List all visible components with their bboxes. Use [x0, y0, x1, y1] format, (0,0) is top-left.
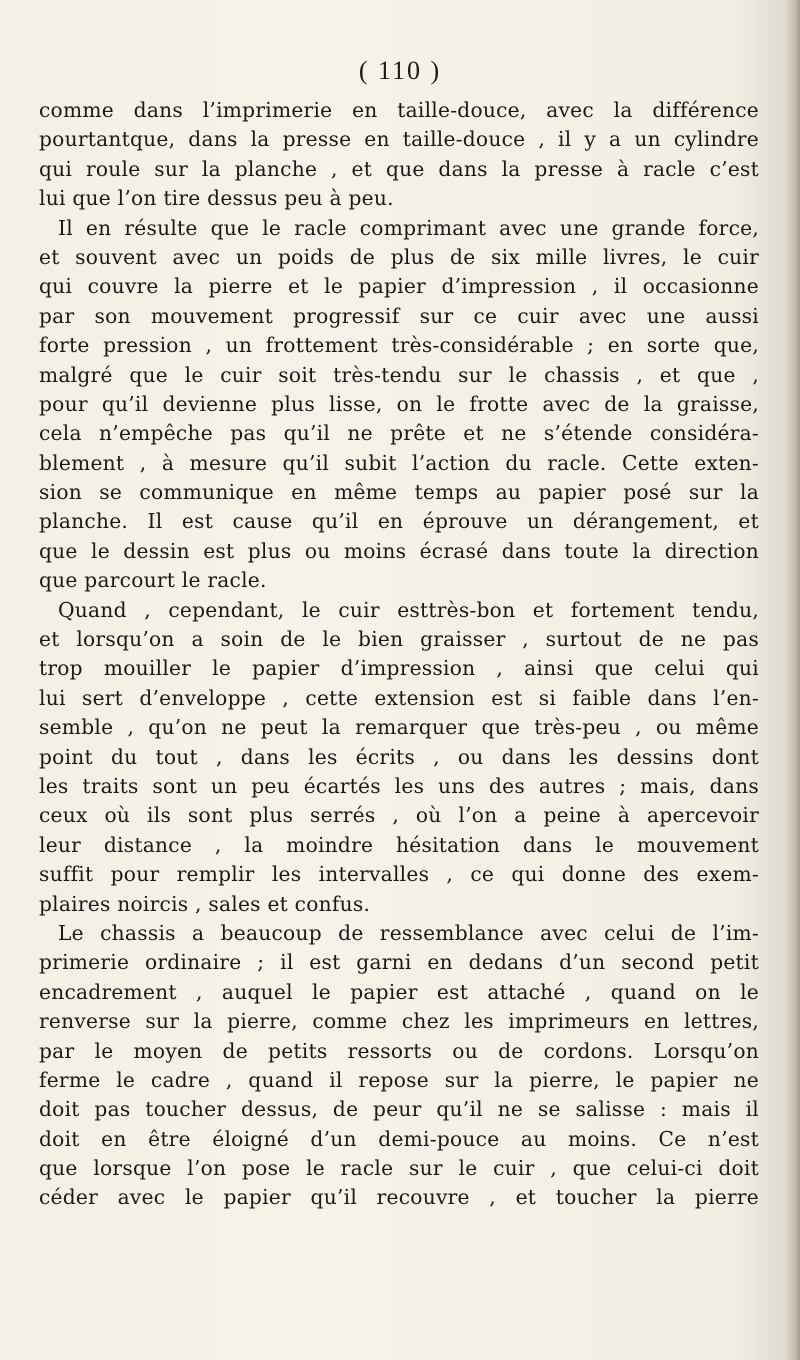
- text-line: planche. Il est cause qu’il en éprouve un dérangement, et: [39, 509, 759, 534]
- text-line: pourtantque, dans la presse en taille-douce , il y a un cylindre: [39, 127, 759, 152]
- text-line: doit en être éloigné d’un demi-pouce au moins. Ce n’est: [39, 1126, 759, 1151]
- text-line: que le dessin est plus ou moins écrasé dans toute la direction: [39, 538, 759, 563]
- page-number: ( 110 ): [358, 56, 442, 85]
- text-line: plaires noircis , sales et confus.: [39, 891, 371, 916]
- text-line: ceux où ils sont plus serrés , où l’on a peine à apercevoir: [39, 803, 759, 828]
- text-line: blement , à mesure qu’il subit l’action du racle. Cette exten-: [39, 450, 759, 475]
- text-line: leur distance , la moindre hésitation dans le mouvement: [39, 832, 759, 857]
- text-line: ferme le cadre , quand il repose sur la pierre, le papier ne: [39, 1067, 759, 1092]
- text-line: renverse sur la pierre, comme chez les imprimeurs en lettres,: [39, 1009, 759, 1034]
- text-line: que parcourt le racle.: [39, 568, 267, 593]
- text-line: forte pression , un frottement très-considérable ; en sorte que,: [39, 333, 759, 358]
- text-line: Quand , cependant, le cuir esttrès-bon et fortement tendu,: [58, 597, 759, 622]
- text-line: lui que l’on tire dessus peu à peu.: [39, 186, 394, 211]
- text-line: lui sert d’enveloppe , cette extension est si faible dans l’en-: [39, 685, 759, 710]
- text-line: par le moyen de petits ressorts ou de cordons. Lorsqu’on: [39, 1038, 759, 1063]
- text-line: doit pas toucher dessus, de peur qu’il ne se salisse : mais il: [39, 1097, 759, 1122]
- text-line: suffit pour remplir les intervalles , ce qui donne des exem-: [39, 862, 759, 887]
- text-line: qui couvre la pierre et le papier d’impression , il occasionne: [39, 274, 759, 299]
- page-edge-shadow: [786, 0, 800, 1360]
- text-line: point du tout , dans les écrits , ou dans les dessins dont: [39, 744, 759, 769]
- text-line: les traits sont un peu écartés les uns des autres ; mais, dans: [39, 773, 759, 798]
- text-line: par son mouvement progressif sur ce cuir avec une aussi: [39, 303, 759, 328]
- text-line: comme dans l’imprimerie en taille-douce, avec la différence: [39, 98, 759, 122]
- text-line: sion se communique en même temps au papier posé sur la: [39, 480, 759, 505]
- text-line: trop mouiller le papier d’impression , ainsi que celui qui: [39, 656, 759, 681]
- text-line: cela n’empêche pas qu’il ne prête et ne s’étende considéra-: [39, 421, 759, 446]
- text-line: céder avec le papier qu’il recouvre , et toucher la pierre: [39, 1185, 759, 1210]
- text-line: et lorsqu’on a soin de le bien graisser , surtout de ne pas: [39, 627, 759, 652]
- text-line: encadrement , auquel le papier est attaché , quand on le: [39, 979, 759, 1004]
- text-line: Le chassis a beaucoup de ressemblance avec celui de l’im-: [58, 920, 759, 945]
- body-text: [39, 96, 759, 1213]
- text-line: et souvent avec un poids de plus de six mille livres, le cuir: [39, 244, 759, 269]
- text-line: qui roule sur la planche , et que dans la presse à racle c’est: [39, 156, 759, 181]
- text-line: que lorsque l’on pose le racle sur le cuir , que celui-ci doit: [39, 1156, 759, 1181]
- text-line: primerie ordinaire ; il est garni en dedans d’un second petit: [39, 950, 759, 975]
- text-line: pour qu’il devienne plus lisse, on le frotte avec de la graisse,: [39, 391, 759, 416]
- text-line: Il en résulte que le racle comprimant avec une grande force,: [58, 215, 759, 240]
- text-line: malgré que le cuir soit très-tendu sur le chassis , et que ,: [39, 362, 759, 387]
- text-line: semble , qu’on ne peut la remarquer que très-peu , ou même: [39, 715, 759, 740]
